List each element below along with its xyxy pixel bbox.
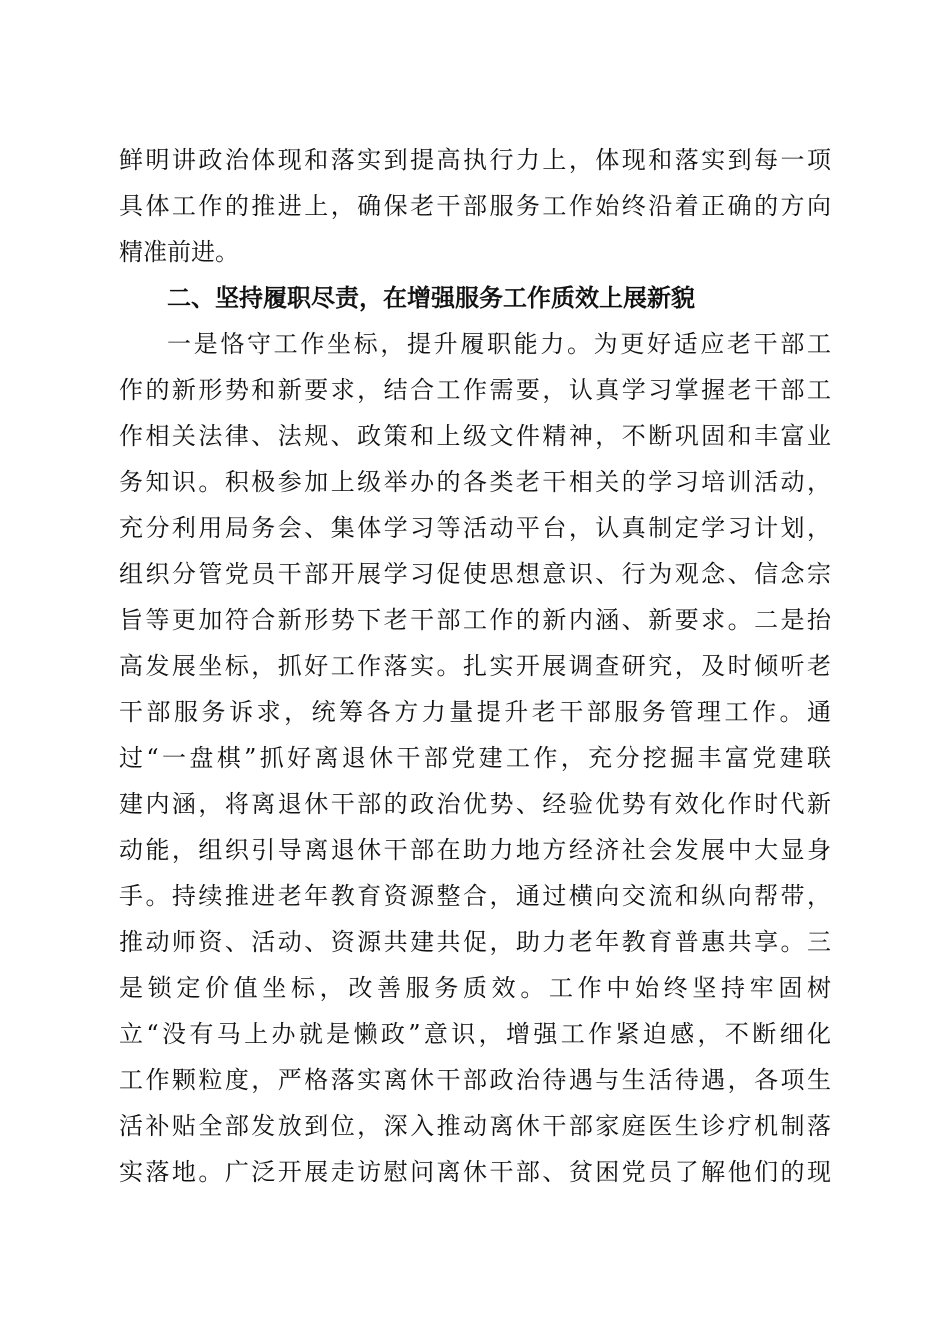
paragraph-line: 活补贴全部发放到位，深入推动离休干部家庭医生诊疗机制落 <box>119 1112 831 1140</box>
section-heading: 二、坚持履职尽责，在增强服务工作质效上展新貌 <box>167 284 695 312</box>
paragraph-line: 立“没有马上办就是懒政”意识，增强工作紧迫感，不断细化 <box>119 1020 831 1048</box>
paragraph-line: 作的新形势和新要求，结合工作需要，认真学习掌握老干部工 <box>119 376 831 404</box>
paragraph-line: 动能，组织引导离退休干部在助力地方经济社会发展中大显身 <box>119 836 831 864</box>
paragraph-line: 过“一盘棋”抓好离退休干部党建工作，充分挖掘丰富党建联 <box>119 744 831 772</box>
paragraph-line: 作相关法律、法规、政策和上级文件精神，不断巩固和丰富业 <box>119 422 831 450</box>
paragraph-line: 精准前进。 <box>119 238 239 266</box>
paragraph-line: 务知识。积极参加上级举办的各类老干相关的学习培训活动， <box>119 468 831 496</box>
paragraph-line: 旨等更加符合新形势下老干部工作的新内涵、新要求。二是抬 <box>119 606 831 634</box>
paragraph-line: 充分利用局务会、集体学习等活动平台，认真制定学习计划， <box>119 514 831 542</box>
paragraph-line: 组织分管党员干部开展学习促使思想意识、行为观念、信念宗 <box>119 560 831 588</box>
paragraph-line: 实落地。广泛开展走访慰问离休干部、贫困党员了解他们的现 <box>119 1158 831 1186</box>
paragraph-line: 干部服务诉求，统筹各方力量提升老干部服务管理工作。通 <box>119 698 831 726</box>
paragraph-line: 一是恪守工作坐标，提升履职能力。为更好适应老干部工 <box>167 330 831 358</box>
paragraph-line: 推动师资、活动、资源共建共促，助力老年教育普惠共享。三 <box>119 928 831 956</box>
paragraph-line: 具体工作的推进上，确保老干部服务工作始终沿着正确的方向 <box>119 192 831 220</box>
paragraph-line: 工作颗粒度，严格落实离休干部政治待遇与生活待遇，各项生 <box>119 1066 831 1094</box>
paragraph-line: 高发展坐标，抓好工作落实。扎实开展调查研究，及时倾听老 <box>119 652 831 680</box>
paragraph-line: 建内涵，将离退休干部的政治优势、经验优势有效化作时代新 <box>119 790 831 818</box>
paragraph-line: 鲜明讲政治体现和落实到提高执行力上，体现和落实到每一项 <box>119 146 831 174</box>
paragraph-line: 是锁定价值坐标，改善服务质效。工作中始终坚持牢固树 <box>119 974 831 1002</box>
paragraph-line: 手。持续推进老年教育资源整合，通过横向交流和纵向帮带， <box>119 882 831 910</box>
